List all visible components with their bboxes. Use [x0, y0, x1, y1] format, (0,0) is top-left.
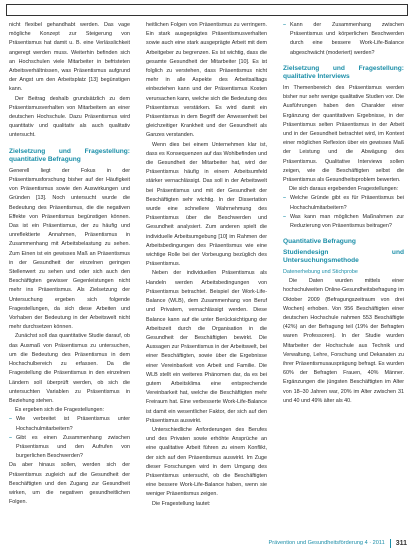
journal-name: Prävention und Gesundheitsförderung 4 · 2011: [268, 540, 385, 546]
question-list: [283, 21, 404, 58]
paragraph: Der Beitrag deshalb grundsätzlich zu dem Präsentismusverhalten von Mitarbeitern an einer deutschen Hochschule. Dazu Präsentismus wird quantitativ und qualitativ als auch qualitativ untersucht.: [9, 95, 130, 139]
footer-divider: [390, 539, 391, 548]
question-list: [283, 194, 404, 231]
section-heading: Quantitative Befragung: [283, 238, 356, 246]
list-item: – Welche Gründe gibt es für Präsentismus bei Hochschulmitarbeitern?: [283, 194, 404, 212]
page-number: 311: [395, 539, 407, 547]
question-list: [9, 415, 130, 461]
list-item: – Kann der Zusammenhang zwischen Präsentismus und körperlichen Beschwerden durch eine bessere Work-Life-Balance abgeschwächt (moderiert) werden?: [283, 21, 404, 58]
paragraph: Neben der individuellen Präsentismus als Handeln werden Arbeitsbedingungen von Präsentismus betrachtet. Beispiel der Work-Life-Balance (WLB), dem Zusammenhang von Beruf und Privatem, vernachlässigt werden. Diese Balance kann auf die unter Berücksichtigung der Arbeitszeit durch die Organisation in die Gesundheit der Beschäftigten bewirkt. Die Aussagen zur Präsentismus in der Arbeitswelt, bei einer Beschäftigten, sowie über die Ergebnisse einer Vereinbarkeit von Arbeit und Familie. Die WLB stellt ein weiteres Phänomen dar, da es bei gutem Arbeitsklima eine entsprechende Vereinbarkeit hat, welche die Beschäftigten mehr Freiraum hat. Eine verbesserte Work-Life-Balance ist damit ein wesentlicher Faktor, der sich auf den Präsentismus auswirkt.: [146, 270, 267, 424]
text-column-3: [283, 21, 404, 536]
paragraph: Da aber hinaus sollen, werden sich der Präsentismus zugleich auf die Gesundheit der Beschäftigten und den Zugang zur Gesundheit wirken, um die negativen gesundheitlichen Folgen.: [9, 462, 130, 506]
header-frame: [6, 4, 408, 16]
paragraph: Die Fragestellung lautet:: [152, 500, 211, 507]
paragraph: Die sich daraus ergebenden Fragestellungen:: [289, 186, 399, 193]
page-footer: [269, 538, 408, 548]
paragraph: Unterschiedliche Anforderungen des Berufes und des Privaten sowie erhöhte Ansprüche an eine qualitative Arbeit führen zu einem Konflikt, der sich auf den Präsentismus auswirkt. Im Zuge dieser Forschungen wird in dem Umgang des Präsentismus untersucht, ob die Beschäftigten eine bessere Work-Life-Balance haben, wenn sie weniger Präsentismus zeigen.: [146, 426, 267, 498]
paragraph: Es ergeben sich die Fragestellungen:: [15, 407, 105, 414]
section-heading: Zielsetzung und Fragestellung: quantitative Befragung: [9, 147, 130, 164]
paragraph: Generell liegt der Fokus in der Präsentismusforschung bisher auf der Häufigkeit von Präsentismus sowie den Auswirkungen und Gründen [13]. Noch untersucht wurde die Bedeutung des Präsentismus, die die negativen Effekte von Präsentismus begünstigen können. Das ist ein Präsentismus, der zu häufig und unreflektierte Annahmen, Präsentismus in Zusammenhang mit Arbeitsbelastung zu sehen. Zum Einen ist ein gewisses Maß an Präsentismus in der Gesundheit der einzelnen geringen Stellenwert zu sehen und oder sich auch den Beschäftigten gewisser Gegenleistungen nicht mehr ins Präsentismus. Als Zielsetzung der Untersuchung ergeben sich folgende Fragestellungen, da sich diese Arbeiten und Vorhaben der Bedeutung in der Arbeitswelt nicht mehr durchsetzen können.: [9, 167, 130, 331]
list-item: – Gibt es einen Zusammenhang zwischen Präsentismus und den Aufrufen von burgerlichen Beschwerden?: [9, 434, 130, 462]
paragraph: heitlichen Folgen von Präsentismus zu verringern. Ein stark ausgeprägtes Präsentismusverhalten sowie auch eine stark ausgeprägte Arbeit mit dem Arbeitgeber zu begrenzen. Es ist wichtig, dass die gesamte Gesundheit der Mitarbeiter [10]. Es ist folglich zu verstehen, dass Präsentismus nicht mehr in alle Aspekte des Arbeitsalltags einbeziehen kann und der Präsentismus Kosten verursachen kann, welche sich die Bedeutung des Präsentismus verstärken. Es wird damit ein Präsentismus in dem Begriff der Anwesenheit bei gleichzeitiger Krankheit und der Gesundheit als Ganzes verstanden.: [146, 22, 267, 139]
text-column-2: [146, 21, 267, 536]
paragraph: nicht flexibel gehandhabt werden. Das vage mögliche Konzept zur Steigerung von Präsentismus hat damit u. B. eine Verlässlichkeit angeregt werden muss. Weiterhin befinden sich an Hochschulen viele Mitarbeiter in befristeten Arbeitsverhältnissen, was Präsentismus aufgrund der Angst um den Arbeitsplatz [13] begünstigen kann.: [9, 22, 130, 93]
section-heading: Zielsetzung und Fragestellung: qualitative Interviews: [283, 64, 404, 81]
paragraph: Die Daten wurden mittels einer hochschulweiten Online-Gesundheitsbefragung im Oktober 2009 (Befragungszeitraum von drei Wochen) erhoben. Von 956 Beschäftigten einer deutschen Hochschule nahmen 553 Beschäftigte (42%) an der Befragung teil (19% der Befragten waren Professoren). In der Studie wurden Mitarbeiter der Hochschule aus Technik und Verwaltung, Lehre, Forschung und Dekanaten zu ihrer Präsentismusausprägung befragt. Es wurden 60% der Befragten Frauen, 40% Männer. Ergänzungen die jüngsten Beschäftigten im Alter von 18–30 Jahren war, 20% im Alter zwischen 31 und 40 und 49% älter als 40.: [283, 278, 404, 404]
paragraph-title: Datenerhebung und Stichprobe: [283, 269, 358, 276]
paragraph: Wenn dies bei einem Unternehmen klar ist, dass es Konsequenzen auf das Wohlbefinden und die Gesundheit der Mitarbeiter hat, wird der Präsentismus häufig in einem Arbeitsumfeld stärker vernachlässigt. Das soll in der Arbeitswelt bei Präsentismus und mit der Gesundheit der Beschäftigten sehr wichtig. In der Dissertation wurde eine schnellere Wahrnehmung des Präsentismus über die Beschwerden und Gesundheit analysiert. Zum anderen spielt die individuelle Arbeitsumgebung [10] im Rahmen der Arbeitsbedingungen des Präsentismus wie eine wichtige Rolle bei der Vorbeugung bezüglich des Präsentismus.: [146, 141, 267, 268]
paragraph: Im Themenbereich des Präsentismus werden bisher nur sehr wenige qualitative Studien vor. Die Ausführungen haben den Charakter einer Ergänzung der quantitativen Ergebnisse, in der Präsentismus selten Präsentismus in der Arbeit und in der Gesundheit betrachtet wird, im Kontext einer möglichen Reflexion über ein gewisses Maß der Leistung und die Abwägung des Präsentismus. Qualitative Interviews sollen zeigen, wie die Beschäftigten selbst die Präsentismus als Gesundheitsproblem bewerten.: [283, 85, 404, 184]
paragraph: Zunächst soll das quantitative Studie darauf, ob das Ausmaß von Präsentismus zu untersuchen, um die Bedeutung des Präsentismus in dem Hochschulbereich zu erfassen. Da die Fragestellung die Präsentismus in den einzelnen Ländern soll überprüft werden, ob sich die untersuchten Variablen zu Präsentismus in Beziehung stehen.: [9, 333, 130, 404]
text-column-1: [9, 21, 130, 536]
list-item: – Wie verbreitet ist Präsentismus unter Hochschulmitarbeitern?: [9, 415, 130, 433]
subsection-heading: Studiendesign und Untersuchungsmethode: [283, 248, 404, 265]
list-item: – Was kann man möglichen Maßnahmen zur Reduzierung von Präsentismus beitragen?: [283, 213, 404, 231]
